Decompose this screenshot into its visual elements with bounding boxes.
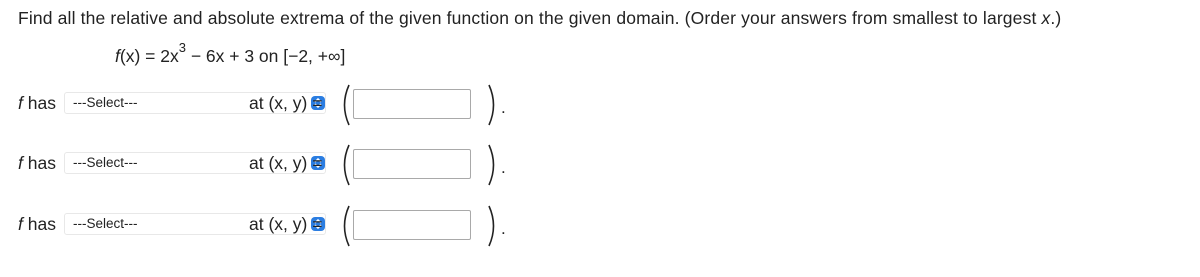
left-paren-icon [338,144,352,186]
function-name: f [115,45,120,66]
at-xy-label: at (x, y) = [249,93,323,113]
instructions-end: .) [1050,8,1062,28]
answer-row-2 [0,152,560,212]
select-value: ---Select--- [73,216,138,231]
has-label: has [22,93,56,113]
has-label: has [22,153,56,173]
at-xy-label: at (x, y) = [249,214,323,234]
row-period: . [501,98,506,117]
f-has-label [18,153,56,174]
row-period: . [501,158,506,177]
f-has-label [18,214,56,235]
instructions-variable: x [1041,8,1051,28]
function-lhs: (x) = 2x [119,45,179,66]
answer-row-3 [0,213,560,273]
right-paren-icon [486,84,500,126]
left-paren-icon [338,205,352,247]
answer-row-1 [0,90,560,150]
f-label: f [18,93,23,113]
function-rhs: − 6x + 3 on [−2, +∞] [185,45,346,66]
select-value: ---Select--- [73,155,138,170]
f-label: f [18,214,23,234]
instructions [18,8,1061,29]
row-period: . [501,219,506,238]
right-paren-icon [486,205,500,247]
select-value: ---Select--- [73,95,138,110]
coordinate-answer-input[interactable] [353,89,471,119]
function-exponent: 3 [178,40,186,55]
has-label: has [22,214,56,234]
instructions-text: Find all the relative and absolute extrema of the given function on the given domain. (Order your answers from smallest to largest [18,8,1042,28]
function-definition [115,40,346,67]
coordinate-answer-input[interactable] [353,149,471,179]
f-has-label [18,93,56,114]
at-xy-label: at (x, y) = [249,153,323,173]
coordinate-answer-input[interactable] [353,210,471,240]
f-label: f [18,153,23,173]
left-paren-icon [338,84,352,126]
right-paren-icon [486,144,500,186]
